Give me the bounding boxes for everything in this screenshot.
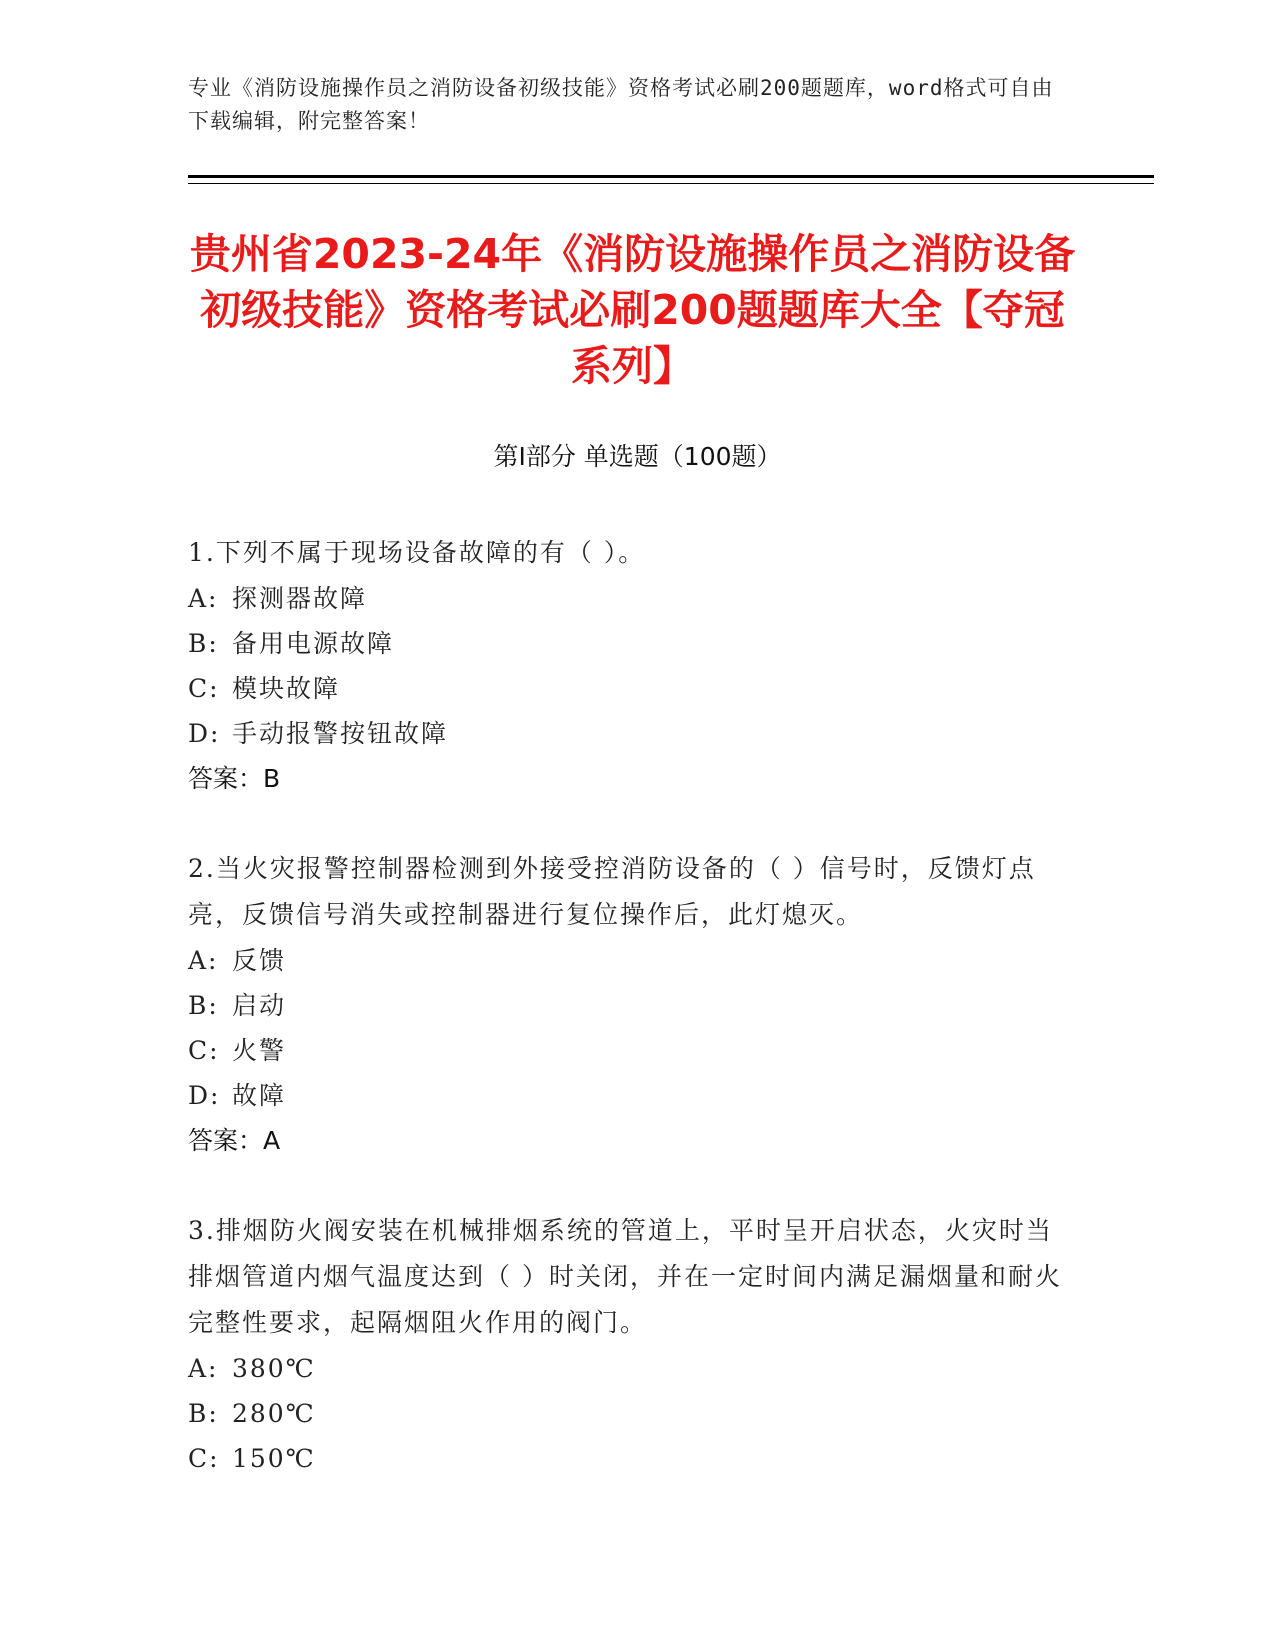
option-key: B: <box>188 991 219 1020</box>
option-key: D: <box>188 719 221 748</box>
question-stem: 1.下列不属于现场设备故障的有（ ）。 <box>188 538 646 567</box>
question-stem: 3.排烟防火阀安装在机械排烟系统的管道上，平时呈开启状态，火灾时当排烟管道内烟气温度达到（ ）时关闭，并在一定时间内满足漏烟量和耐火完整性要求，起隔烟阻火作用的阀门。 <box>188 1216 1062 1337</box>
option-text: 故障 <box>232 1081 287 1110</box>
header-divider-thick <box>188 175 1154 178</box>
option-key: C: <box>188 1444 220 1473</box>
option-text: 280℃ <box>232 1399 316 1428</box>
option-text: 启动 <box>232 991 287 1020</box>
option-key: C: <box>188 674 220 703</box>
option-text: 火警 <box>232 1036 287 1065</box>
option-c <box>188 1436 1068 1481</box>
option-c <box>188 666 1068 711</box>
answer-line: 答案：A <box>188 1126 281 1155</box>
option-key: A: <box>188 946 219 975</box>
option-key: A: <box>188 1354 219 1383</box>
option-text: 手动报警按钮故障 <box>232 719 449 748</box>
option-text: 模块故障 <box>232 674 341 703</box>
header-divider-thin <box>188 183 1154 184</box>
option-text: 150℃ <box>232 1444 316 1473</box>
question-list <box>188 530 1068 1525</box>
option-key: D: <box>188 1081 221 1110</box>
option-text: 反馈 <box>232 946 287 975</box>
question-item <box>188 846 1068 1164</box>
question-stem: 2.当火灾报警控制器检测到外接受控消防设备的（ ）信号时，反馈灯点亮，反馈信号消失或控制器进行复位操作后，此灯熄灭。 <box>188 854 1036 929</box>
option-b <box>188 621 1068 666</box>
option-a <box>188 938 1068 983</box>
option-key: B: <box>188 629 219 658</box>
option-text: 备用电源故障 <box>232 629 395 658</box>
option-d <box>188 1073 1068 1118</box>
option-c <box>188 1028 1068 1073</box>
question-item <box>188 530 1068 802</box>
document-title: 贵州省2023-24年《消防设施操作员之消防设备初级技能》资格考试必刷200题题库大全【夺冠系列】 <box>189 230 1076 390</box>
option-b <box>188 983 1068 1028</box>
option-a <box>188 576 1068 621</box>
answer-line: 答案：B <box>188 764 281 793</box>
option-key: B: <box>188 1399 219 1428</box>
option-text: 探测器故障 <box>232 584 368 613</box>
header-note: 专业《消防设施操作员之消防设备初级技能》资格考试必刷200题题库，word格式可自由下载编辑，附完整答案！ <box>188 76 1054 133</box>
section-title: 第I部分 单选题（100题） <box>493 442 782 471</box>
option-key: C: <box>188 1036 220 1065</box>
option-d <box>188 711 1068 756</box>
option-b <box>188 1391 1068 1436</box>
option-key: A: <box>188 584 219 613</box>
option-a <box>188 1346 1068 1391</box>
option-text: 380℃ <box>232 1354 316 1383</box>
question-item <box>188 1208 1068 1481</box>
